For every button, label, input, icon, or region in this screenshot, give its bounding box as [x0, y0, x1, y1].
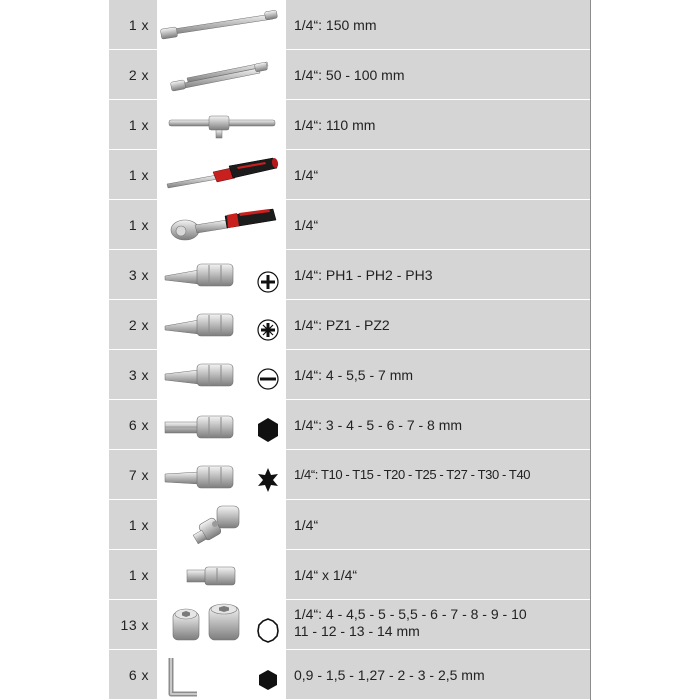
table-row: [109, 0, 590, 49]
tool-image-cell: [157, 600, 286, 649]
table-row: [109, 650, 590, 699]
description-label: 1/4“: 3 - 4 - 5 - 6 - 7 - 8 mm: [294, 417, 463, 433]
description-cell: [286, 400, 590, 449]
table-row: [109, 50, 590, 99]
tool-image-cell: [157, 300, 286, 349]
description-cell: [286, 200, 590, 249]
tool-image-cell: [157, 450, 286, 499]
extension-bar-150-icon: [157, 0, 286, 49]
quantity-label: 2 x: [128, 67, 149, 83]
tool-image-cell: [157, 50, 286, 99]
description-cell: [286, 350, 590, 399]
phillips-profile-icon: [157, 250, 286, 299]
quantity-cell: [109, 350, 157, 399]
t-handle-icon: [157, 100, 286, 149]
parts-list-table: [109, 0, 591, 700]
quantity-label: 3 x: [128, 367, 149, 383]
description-label: 1/4“: PH1 - PH2 - PH3: [294, 267, 433, 283]
table-row: [109, 500, 590, 549]
slotted-profile-icon: [157, 350, 286, 399]
quantity-cell: [109, 50, 157, 99]
description-label: 0,9 - 1,5 - 1,27 - 2 - 3 - 2,5 mm: [294, 667, 485, 683]
description-line-2: 11 - 12 - 13 - 14 mm: [294, 623, 420, 639]
quantity-cell: [109, 550, 157, 599]
hex-profile-icon: [157, 400, 286, 449]
description-cell: [286, 450, 590, 499]
description-label: 1/4“ x 1/4“: [294, 567, 358, 583]
quantity-cell: [109, 150, 157, 199]
description-label: 1/4“: T10 - T15 - T20 - T25 - T27 - T30 - T40: [294, 467, 531, 482]
table-row: [109, 100, 590, 149]
adapter-icon: [157, 550, 286, 599]
quantity-cell: [109, 100, 157, 149]
table-row: [109, 350, 590, 399]
tool-image-cell: [157, 0, 286, 49]
quantity-cell: [109, 0, 157, 49]
description-cell: [286, 250, 590, 299]
quantity-cell: [109, 400, 157, 449]
quantity-cell: [109, 600, 157, 649]
quantity-label: 1 x: [128, 517, 149, 533]
quantity-cell: [109, 450, 157, 499]
description-label: 1/4“: [294, 517, 319, 533]
tool-image-cell: [157, 550, 286, 599]
table-row: [109, 550, 590, 599]
description-cell: [286, 600, 590, 649]
quantity-label: 13 x: [120, 617, 149, 633]
quantity-label: 2 x: [128, 317, 149, 333]
table-row: [109, 250, 590, 299]
quantity-label: 3 x: [128, 267, 149, 283]
description-label: 1/4“: PZ1 - PZ2: [294, 317, 390, 333]
pozidriv-profile-icon: [157, 300, 286, 349]
description-label: 1/4“: [294, 167, 319, 183]
quantity-label: 1 x: [128, 567, 149, 583]
quantity-cell: [109, 500, 157, 549]
quantity-cell: [109, 250, 157, 299]
table-row: [109, 600, 590, 649]
description-label: 1/4“: [294, 217, 319, 233]
description-cell: [286, 50, 590, 99]
table-row: [109, 450, 590, 499]
table-row: [109, 150, 590, 199]
description-label: 1/4“: 110 mm: [294, 117, 376, 133]
extension-bars-icon: [157, 50, 286, 99]
quantity-label: 1 x: [128, 17, 149, 33]
quantity-cell: [109, 650, 157, 699]
quantity-cell: [109, 300, 157, 349]
description-line-1: 1/4“: 4 - 4,5 - 5 - 5,5 - 6 - 7 - 8 - 9 - 10: [294, 606, 527, 622]
universal-joint-icon: [157, 500, 286, 549]
quantity-label: 1 x: [128, 167, 149, 183]
tool-image-cell: [157, 400, 286, 449]
description-cell: [286, 550, 590, 599]
tool-image-cell: [157, 200, 286, 249]
quantity-label: 6 x: [128, 667, 149, 683]
hex-key-profile-icon: [157, 650, 286, 699]
twelve-point-profile-icon: [157, 600, 286, 649]
table-row: [109, 200, 590, 249]
quantity-cell: [109, 200, 157, 249]
description-cell: [286, 100, 590, 149]
quantity-label: 1 x: [128, 117, 149, 133]
tool-image-cell: [157, 500, 286, 549]
tool-image-cell: [157, 100, 286, 149]
torx-profile-icon: [157, 450, 286, 499]
description-cell: [286, 0, 590, 49]
tool-image-cell: [157, 650, 286, 699]
tool-image-cell: [157, 350, 286, 399]
description-cell: [286, 650, 590, 699]
description-label: [294, 606, 527, 640]
screwdriver-handle-icon: [157, 150, 286, 199]
table-row: [109, 400, 590, 449]
quantity-label: 7 x: [128, 467, 149, 483]
tool-image-cell: [157, 250, 286, 299]
quantity-label: 1 x: [128, 217, 149, 233]
description-label: 1/4“: 50 - 100 mm: [294, 67, 405, 83]
description-cell: [286, 300, 590, 349]
quantity-label: 6 x: [128, 417, 149, 433]
table-row: [109, 300, 590, 349]
description-label: 1/4“: 150 mm: [294, 17, 377, 33]
description-label: 1/4“: 4 - 5,5 - 7 mm: [294, 367, 414, 383]
description-cell: [286, 500, 590, 549]
tool-image-cell: [157, 150, 286, 199]
description-cell: [286, 150, 590, 199]
ratchet-icon: [157, 200, 286, 249]
